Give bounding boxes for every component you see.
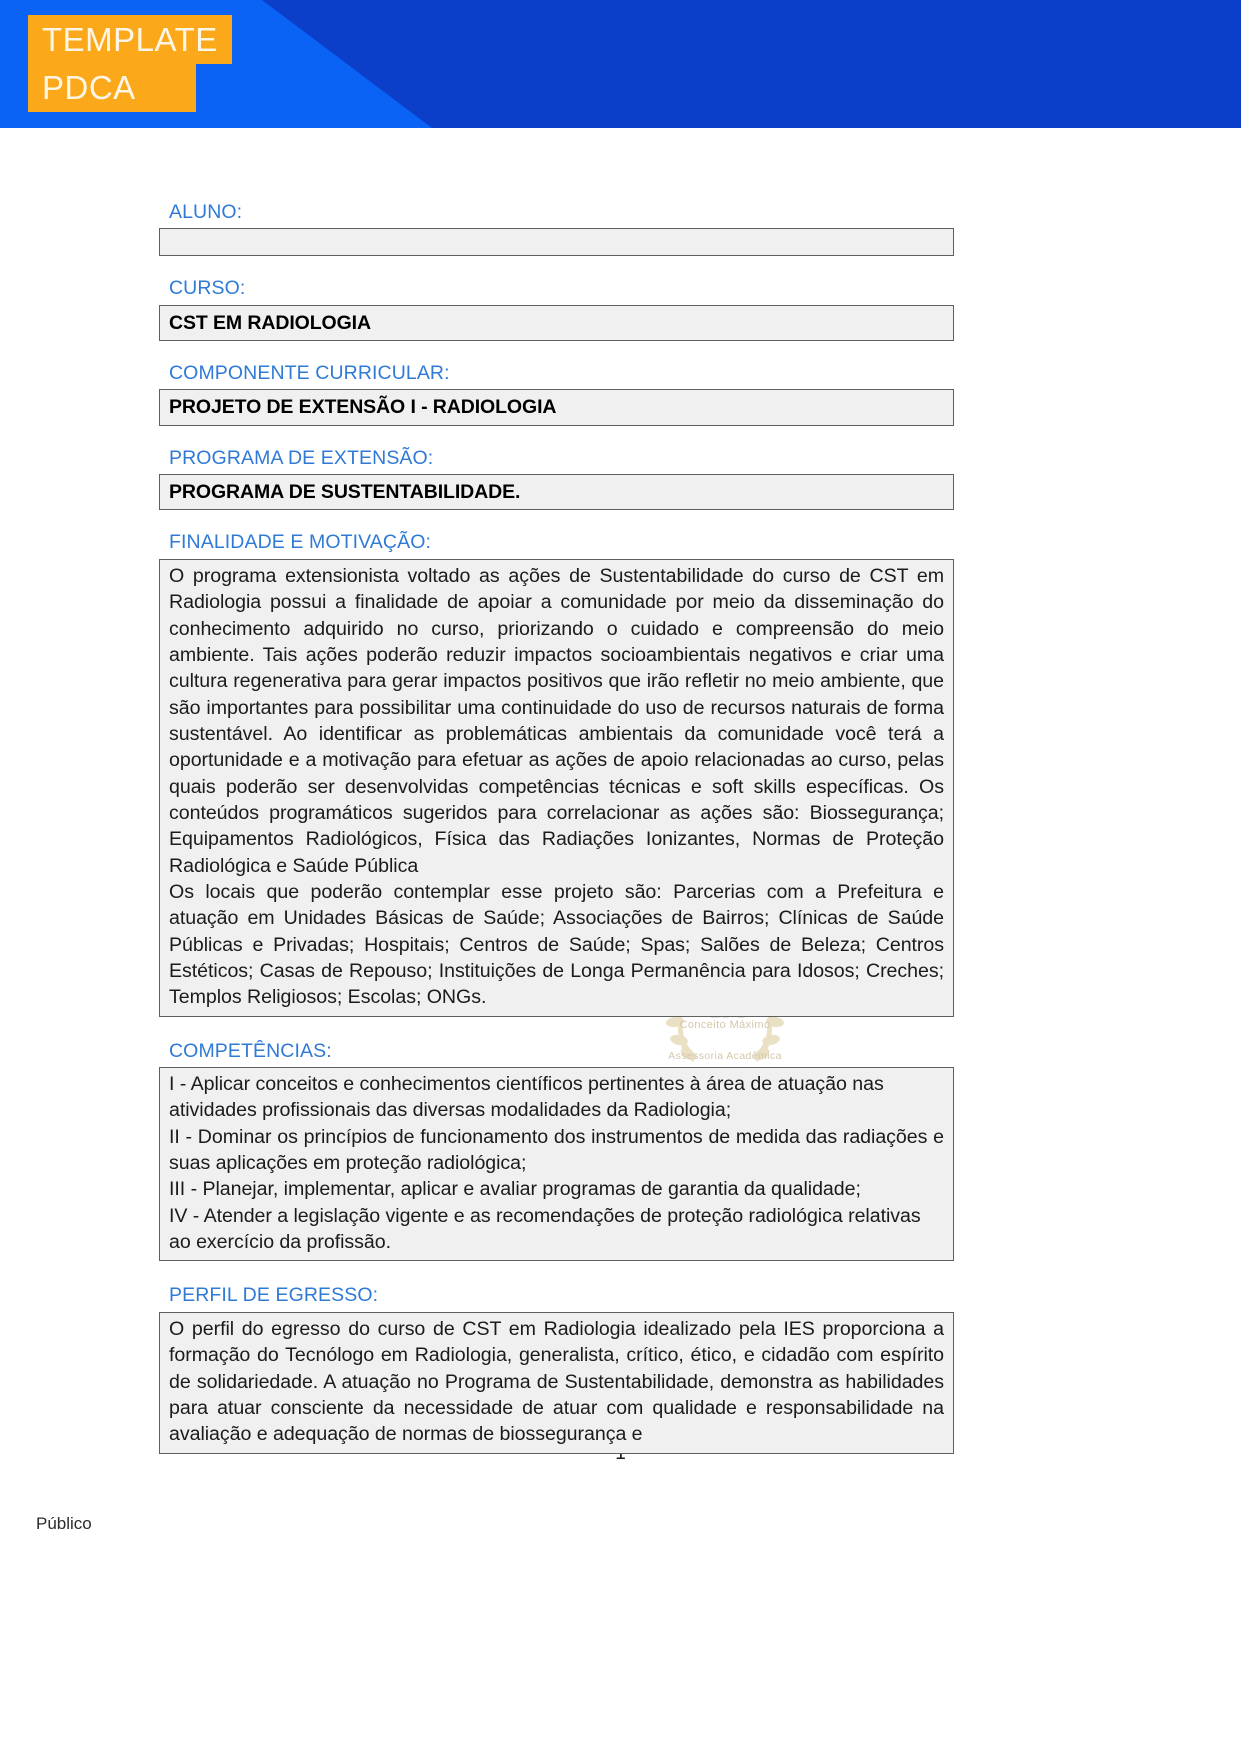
finalidade-paragraph-1: O programa extensionista voltado as ações de Sustentabilidade do curso de CST em Radiologia possui a finalidade de apoiar a comunidade por meio da disseminação do conhecimento adquirido no curso, priorizando o cuidado e compreensão do meio ambiente. Tais ações poderão reduzir impactos socioambientais negativos e criar uma cultura regenerativa para gerar impactos positivos que irão refletir no meio ambiente, que são importantes para possibilitar uma continuidade do uso de recursos naturais de forma sustentável. Ao identificar as problemáticas ambientais da comunidade você terá a oportunidade e a motivação para efetuar as ações de apoio relacionadas ao curso, pelas quais poderão ser desenvolvidas competências técnicas e soft skills específicas. Os conteúdos programáticos sugeridos para correlacionar as ações são: Biossegurança; Equipamentos Radiológicos, Física das Radiações Ionizantes, Normas de Proteção Radiológica e Saúde Pública — [169, 564, 944, 877]
page-header-banner — [0, 0, 1241, 128]
watermark-line1: Conceito Máximo — [679, 1019, 771, 1031]
input-aluno[interactable] — [159, 228, 954, 256]
value-programa-extensao: PROGRAMA DE SUSTENTABILIDADE. — [169, 481, 521, 504]
perfil-paragraph: O perfil do egresso do curso de CST em Radiologia idealizado pela IES proporciona a formação do Tecnólogo em Radiologia, generalista, crítico, ético, e cidadão com espírito de solidariedade. A atuação no Programa de Sustentabilidade, demonstra as habilidades para atuar consciente da necessidade de atuar com qualidade e responsabilidade na avaliação e adequação de normas de biossegurança e — [169, 1317, 944, 1446]
competencia-item-3: III - Planejar, implementar, aplicar e avaliar programas de garantia da qualidade; — [169, 1178, 861, 1201]
competencia-item-4: IV - Atender a legislação vigente e as recomendações de proteção radiológica relativas ao exercício da profissão. — [169, 1204, 921, 1254]
label-perfil-egresso: PERFIL DE EGRESSO: — [169, 1284, 379, 1307]
label-programa-extensao: PROGRAMA DE EXTENSÃO: — [169, 446, 434, 469]
input-componente-curricular[interactable] — [159, 389, 954, 425]
value-componente-curricular: PROJETO DE EXTENSÃO I - RADIOLOGIA — [169, 396, 557, 419]
classification-label: Público — [36, 1514, 92, 1533]
value-curso: CST EM RADIOLOGIA — [169, 311, 371, 334]
finalidade-paragraph-2: Os locais que poderão contemplar esse projeto são: Parcerias com a Prefeitura e atuação em Unidades Básicas de Saúde; Associações de Bairros; Clínicas de Saúde Públicas e Privadas; Hospitais; Centros de Saúde; Spas; Salões de Beleza; Centros Estéticos; Casas de Repouso; Instituições de Longa Permanência para Idosos; Creches; Templos Religiosos; Escolas; ONGs. — [169, 880, 944, 1009]
input-perfil-egresso[interactable] — [159, 1312, 954, 1454]
document-content — [159, 200, 954, 1454]
competencia-item-1: I - Aplicar conceitos e conhecimentos científicos pertinentes à área de atuação nas atividades profissionais das diversas modalidades da Radiologia; — [169, 1073, 884, 1122]
watermark-line2: Assessoria Acadêmica — [668, 1050, 782, 1062]
input-competencias[interactable] — [159, 1067, 954, 1261]
template-badge-line1: TEMPLATE — [28, 15, 232, 64]
input-programa-extensao[interactable] — [159, 474, 954, 510]
label-competencias: COMPETÊNCIAS: — [169, 1039, 332, 1062]
document-page — [0, 128, 1241, 1454]
template-badge — [28, 15, 232, 112]
input-curso[interactable] — [159, 305, 954, 341]
label-componente-curricular: COMPONENTE CURRICULAR: — [169, 362, 450, 385]
input-finalidade-motivacao[interactable] — [159, 559, 954, 1017]
label-finalidade-motivacao: FINALIDADE E MOTIVAÇÃO: — [169, 531, 431, 554]
label-curso: CURSO: — [169, 277, 246, 300]
label-aluno: ALUNO: — [169, 201, 243, 223]
competencia-item-2: II - Dominar os princípios de funcionamento dos instrumentos de medida das radiações e suas aplicações em proteção radiológica; — [169, 1125, 944, 1175]
template-badge-line2: PDCA — [28, 63, 196, 112]
